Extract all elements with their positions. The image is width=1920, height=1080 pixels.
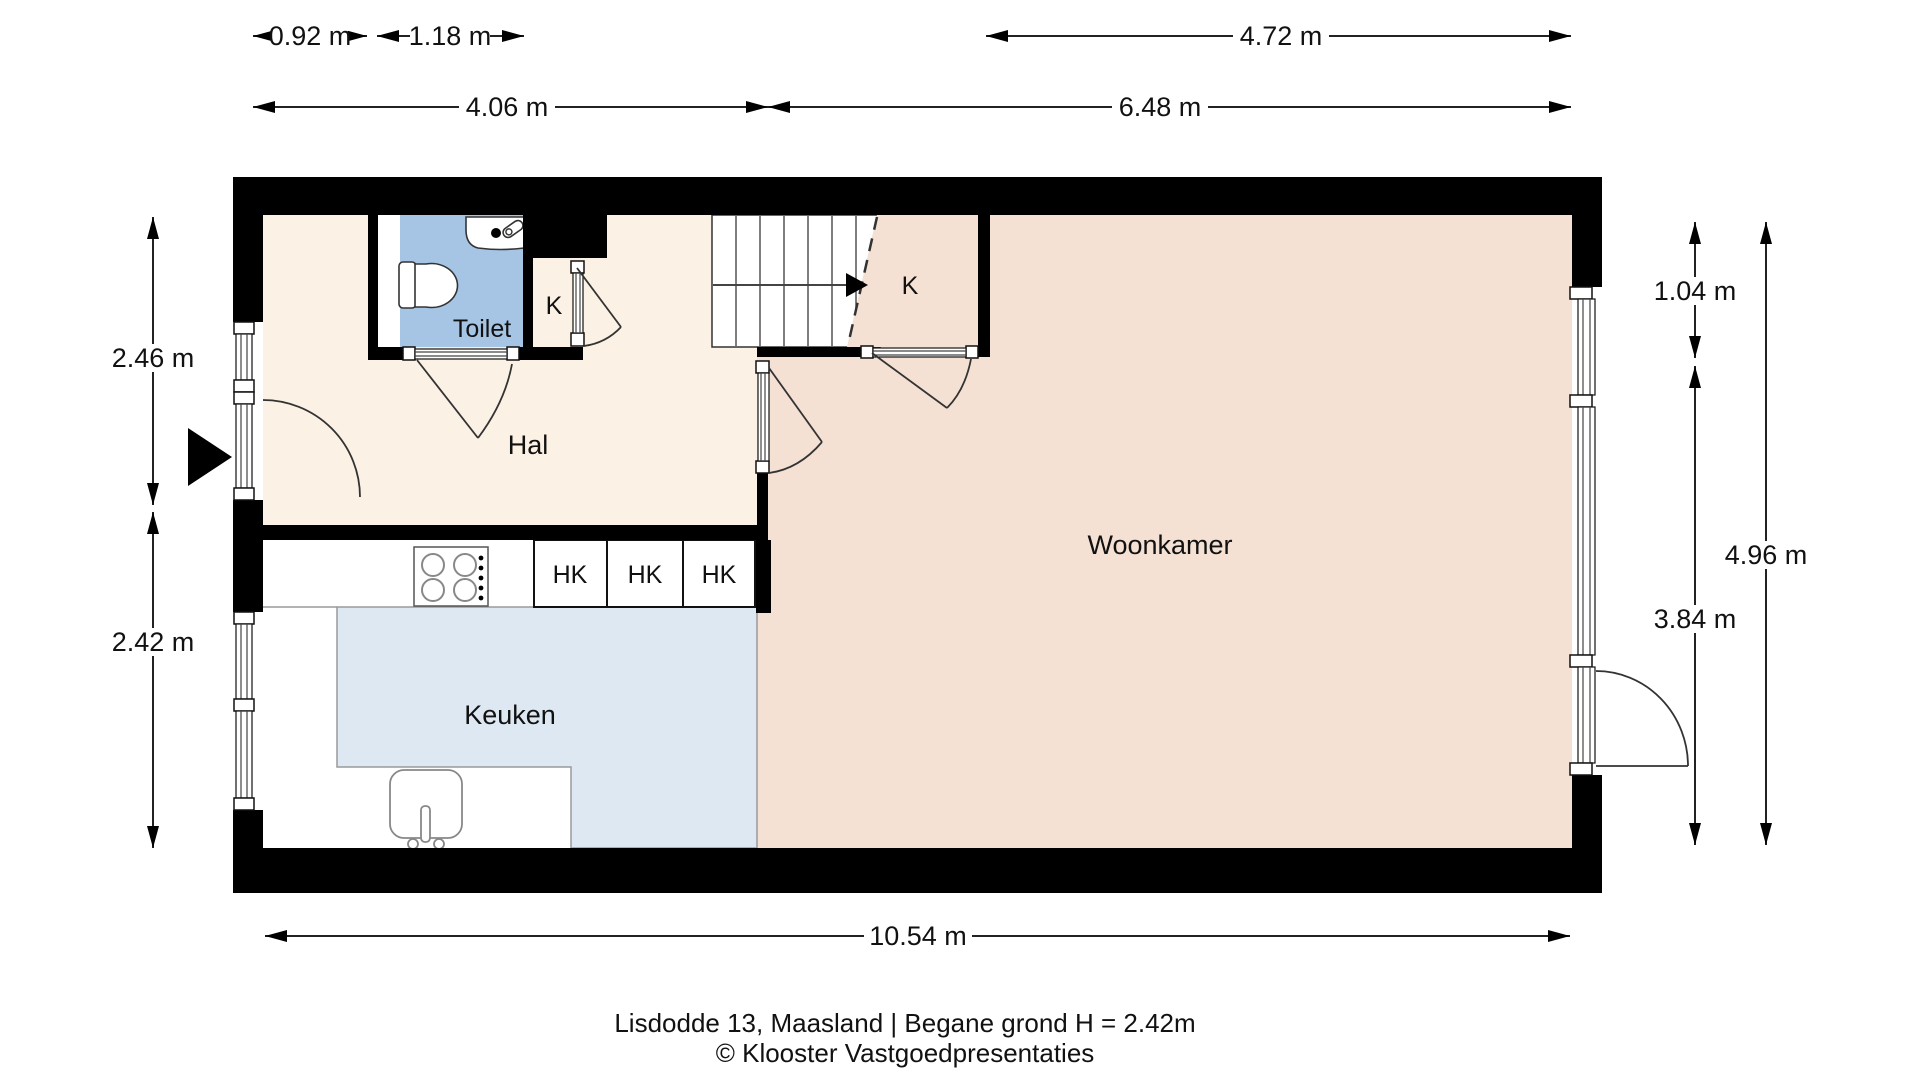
wall-toilet-right	[523, 258, 533, 347]
woonkamer-floor-left	[757, 357, 990, 848]
dim-entry-width	[253, 21, 367, 51]
wall-right	[1572, 177, 1602, 287]
footer	[614, 1008, 1195, 1068]
drain-icon	[491, 228, 501, 238]
toilet-fixture	[399, 262, 458, 308]
dim-keuken-height	[104, 512, 202, 848]
dim-hal-height-label: 2.46 m	[111, 343, 195, 373]
terrace-door-swing-arc	[1596, 671, 1688, 766]
dim-living-top-width	[986, 21, 1571, 51]
dim-left-section-width-label: 4.06 m	[465, 92, 549, 122]
wall-right	[1572, 775, 1602, 848]
copyright-caption: © Klooster Vastgoedpresentaties	[715, 1038, 1095, 1068]
stove	[414, 547, 488, 606]
wall-toilet-top-mass	[523, 215, 607, 258]
toilet-floor-strip	[378, 215, 400, 347]
terrace-door	[1570, 667, 1688, 775]
wall-left	[233, 500, 263, 612]
hal-label: Hal	[507, 430, 549, 460]
toilet-label: Toilet	[452, 315, 512, 343]
kitchen-sink	[390, 770, 462, 849]
wall-left	[233, 215, 263, 322]
dim-toilet-width-label: 1.18 m	[408, 21, 492, 51]
wall-toilet-left	[368, 215, 378, 360]
dim-window-top-height	[1646, 222, 1744, 358]
wall-hal-woonkamer	[757, 473, 768, 530]
cupboard-2-label: HK	[627, 561, 663, 589]
dim-window-top-height-label: 1.04 m	[1653, 276, 1737, 306]
dim-entry-width-label: 0.92 m	[268, 21, 352, 51]
kitchen-zone	[263, 540, 757, 849]
dim-window-bottom-height	[1646, 366, 1744, 845]
wall-top	[233, 177, 1602, 215]
dim-total-width-label: 10.54 m	[869, 921, 967, 951]
dim-right-section-width	[768, 92, 1571, 122]
woonkamer-window	[1570, 287, 1595, 667]
wall-under-stairs	[757, 347, 862, 357]
dim-left-section-width	[253, 92, 768, 122]
cupboard-1-label: HK	[552, 561, 588, 589]
entrance-arrow-icon	[188, 428, 232, 486]
wall-left	[233, 810, 263, 848]
dim-living-height	[1717, 222, 1815, 845]
wall-toilet-bottom	[368, 347, 407, 360]
wall-keuken-stub	[756, 540, 771, 613]
toilet-sink	[466, 217, 525, 250]
dim-toilet-width	[377, 21, 524, 51]
wall-hal-keuken	[263, 525, 768, 540]
closet-living-label: K	[901, 272, 919, 300]
wall-closet-living-right	[978, 215, 990, 357]
dim-total-width	[265, 921, 1570, 951]
cupboard-3-label: HK	[701, 561, 737, 589]
keuken-window	[234, 612, 254, 810]
woonkamer-floor-upper	[990, 215, 1572, 848]
closet-hall-label: K	[545, 292, 563, 320]
wall-bottom	[233, 848, 1602, 893]
dim-living-top-width-label: 4.72 m	[1239, 21, 1323, 51]
dim-window-bottom-height-label: 3.84 m	[1653, 604, 1737, 634]
hal-window	[234, 322, 254, 392]
dim-keuken-height-label: 2.42 m	[111, 627, 195, 657]
dim-right-section-width-label: 6.48 m	[1118, 92, 1202, 122]
wall-toilet-bottom	[517, 347, 583, 360]
dim-hal-height	[104, 217, 202, 505]
keuken-label: Keuken	[464, 700, 556, 730]
staircase	[712, 215, 978, 347]
dim-living-height-label: 4.96 m	[1724, 540, 1808, 570]
address-caption: Lisdodde 13, Maasland | Begane grond H = 2.42m	[614, 1008, 1196, 1038]
woonkamer-label: Woonkamer	[1087, 530, 1233, 560]
